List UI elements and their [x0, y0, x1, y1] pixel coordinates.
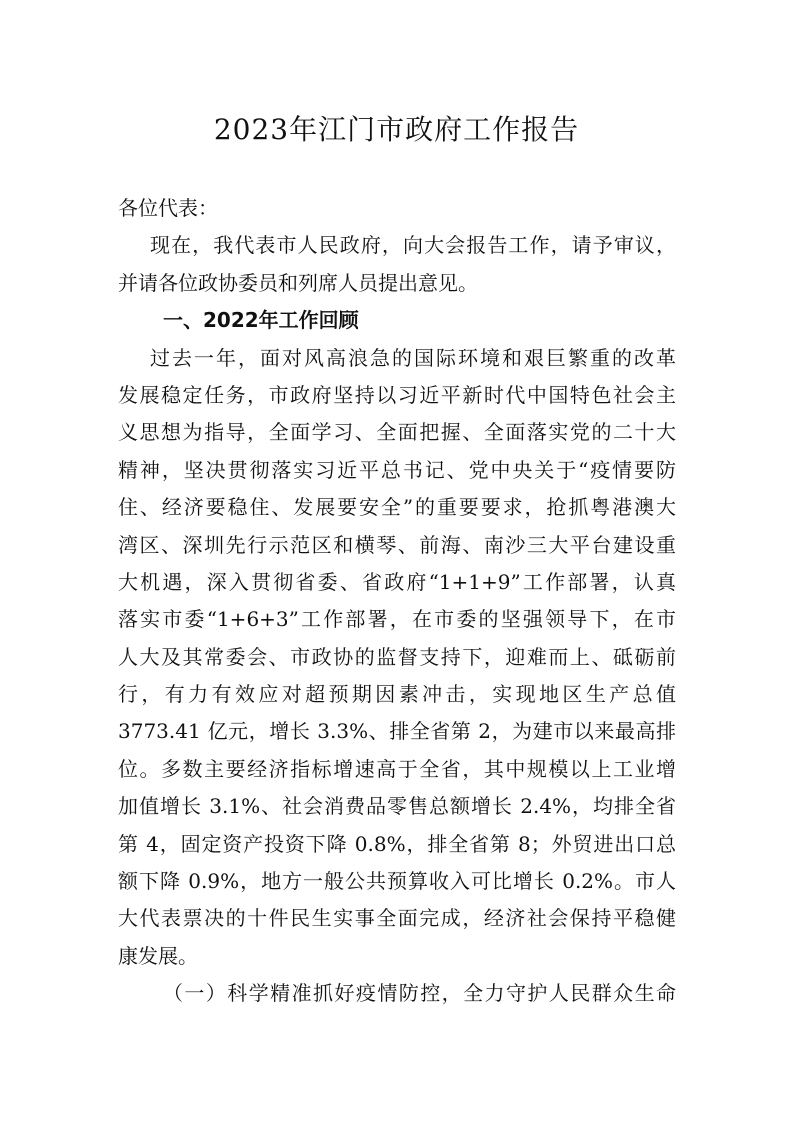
intro-line: 并请各位政协委员和列席人员提出意见。 [118, 270, 478, 295]
page-title: 2023年江门市政府工作报告 [213, 113, 580, 146]
paragraph-line: 精神，坚决贯彻落实习近平总书记、党中央关于“疫情要防 [118, 457, 676, 482]
paragraph-line: 行，有力有效应对超预期因素冲击，实现地区生产总值 [118, 682, 676, 707]
paragraph-line: 落实市委“1+6+3”工作部署，在市委的坚强领导下，在市 [118, 607, 676, 632]
paragraph-line: 加值增长 3.1%、社会消费品零售总额增长 2.4%，均排全省 [118, 794, 676, 819]
intro-line: 现在，我代表市人民政府，向大会报告工作，请予审议， [150, 233, 676, 258]
paragraph-line: 大机遇，深入贯彻省委、省政府“1+1+9”工作部署，认真 [118, 569, 676, 594]
paragraph-line: 湾区、深圳先行示范区和横琴、前海、南沙三大平台建设重 [118, 532, 676, 557]
paragraph-line: 康发展。 [118, 943, 198, 968]
paragraph-line: 义思想为指导，全面学习、全面把握、全面落实党的二十大 [118, 420, 676, 445]
paragraph-line: 位。多数主要经济指标增速高于全省，其中规模以上工业增 [118, 756, 676, 781]
paragraph-line: 过去一年，面对风高浪急的国际环境和艰巨繁重的改革 [150, 345, 676, 370]
paragraph-line: 住、经济要稳住、发展要安全”的重要要求，抢抓粤港澳大 [118, 495, 676, 520]
paragraph-line: 额下降 0.9%，地方一般公共预算收入可比增长 0.2%。市人 [118, 869, 676, 894]
paragraph-line: 第 4，固定资产投资下降 0.8%，排全省第 8；外贸进出口总 [118, 831, 676, 856]
document-body [118, 190, 676, 1013]
paragraph-line: 发展稳定任务，市政府坚持以习近平新时代中国特色社会主 [118, 382, 676, 407]
salutation: 各位代表： [118, 196, 218, 220]
paragraph [118, 340, 676, 976]
section-heading: 一、2022年工作回顾 [163, 308, 359, 333]
paragraph-line: 3773.41 亿元，增长 3.3%、排全省第 2，为建市以来最高排 [118, 719, 676, 744]
paragraph-line: 人大及其常委会、市政协的监督支持下，迎难而上、砥砺前 [118, 644, 676, 669]
paragraph-line: 大代表票决的十件民生实事全面完成，经济社会保持平稳健 [118, 906, 676, 931]
subheading: （一）科学精准抓好疫情防控，全力守护人民群众生命 [163, 981, 676, 1006]
